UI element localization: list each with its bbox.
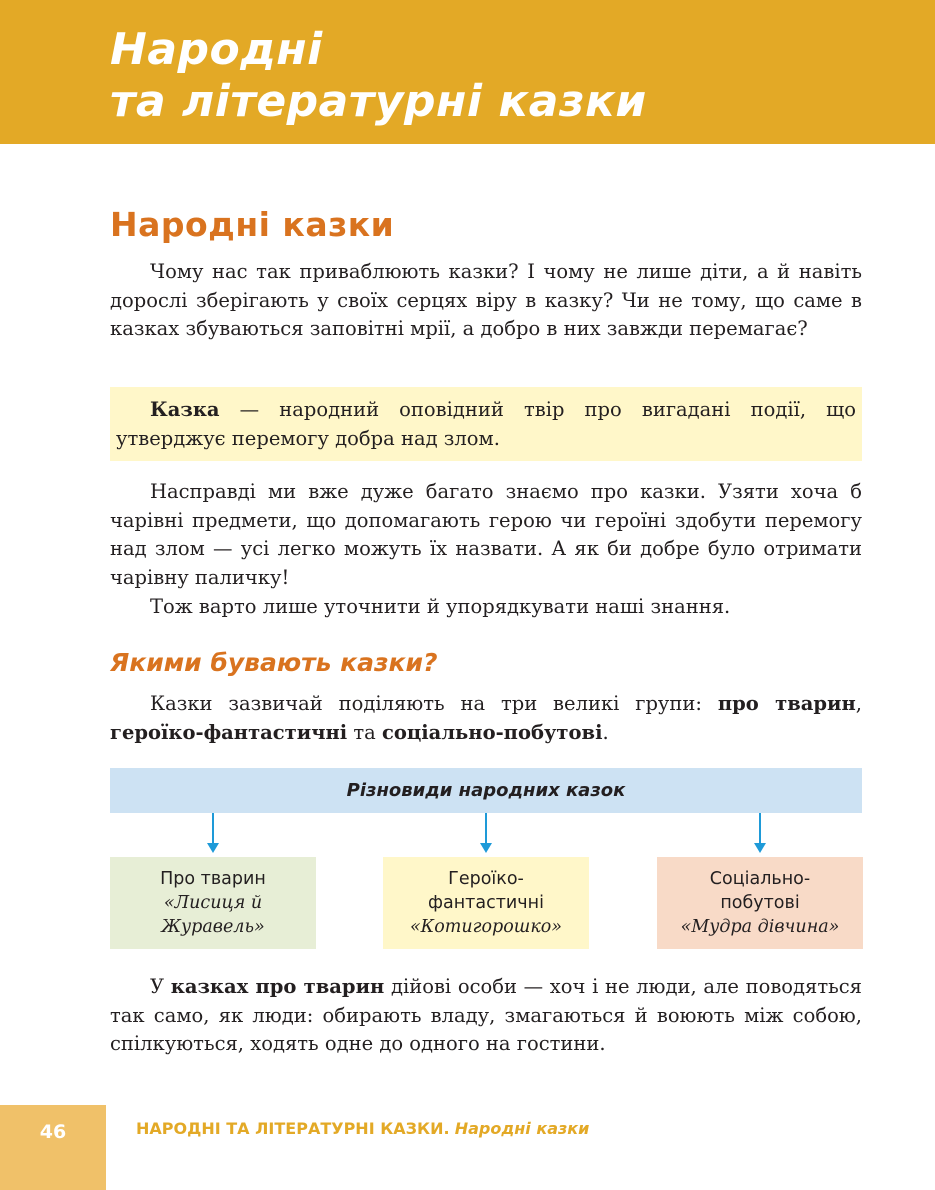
box-kind: Героїко-фантастичні — [428, 869, 544, 913]
intro-paragraph: Чому нас так приваблюють казки? І чому не лише діти, а й навіть дорослі зберігають у своїх серцях віру в казку? Чи не тому, що саме в казках збуваються заповітні мрії, а добро в них завжди перемагає? — [110, 260, 862, 341]
groups-sep2: та — [347, 720, 382, 744]
box-kind: Про тварин — [160, 869, 266, 889]
subsection-title: Якими бувають казки? — [110, 648, 438, 677]
running-footer — [136, 1119, 589, 1138]
group-animals: про тварин — [717, 692, 856, 715]
page-title-line2: та літературні казки — [110, 76, 647, 127]
diagram-box-heroic — [383, 857, 589, 949]
paragraph-2: Насправді ми вже дуже багато знаємо про казки. Узяти хоча б чарівні предмети, що допомагають герою чи героїні здобути перемогу над злом — усі легко можуть їх назвати. А як би добре було отримати чарівну паличку! — [110, 480, 862, 590]
title-banner — [0, 0, 935, 144]
definition-box — [110, 387, 862, 461]
paragraph-3: Тож варто лише уточнити й упорядкувати наші знання. — [150, 595, 731, 618]
definition-term: Казка — [150, 398, 220, 421]
box-example: «Лисиця й Журавель» — [161, 893, 265, 937]
groups-paragraph — [110, 690, 862, 747]
groups-end: . — [602, 720, 609, 744]
group-heroic: героїко-фантастичні — [110, 720, 348, 744]
arrow-down-icon — [485, 813, 487, 847]
definition-body: — народний оповідний твір про вигадані події, що утверджує перемогу добра над злом. — [116, 398, 856, 450]
footer-section: Народні казки — [454, 1119, 590, 1138]
arrow-down-icon — [759, 813, 761, 847]
arrow-down-icon — [212, 813, 214, 847]
groups-intro: Казки зазвичай поділяють на три великі групи: — [150, 692, 718, 715]
box-example: «Мудра дівчина» — [680, 917, 840, 937]
diagram-box-animals — [110, 857, 316, 949]
diagram-box-social — [657, 857, 863, 949]
final-paragraph — [110, 973, 862, 1059]
groups-sep1: , — [855, 692, 862, 715]
footer-chapter: НАРОДНІ ТА ЛІТЕРАТУРНІ КАЗКИ. — [136, 1119, 450, 1138]
diagram-title: Різновиди народних казок — [110, 768, 862, 813]
page-title-line1: Народні — [110, 24, 323, 75]
section-title: Народні казки — [110, 205, 395, 244]
box-kind: Соціально-побутові — [709, 869, 811, 913]
page-title — [110, 24, 647, 128]
box-example: «Котигорошко» — [409, 917, 563, 937]
final-rest: дійові особи — хоч і не люди, але поводяться так само, як люди: обирають владу, змагаються й воюють між собою, спілкуються, ходять одне до одного на гостини. — [110, 975, 862, 1056]
page-number: 46 — [0, 1105, 106, 1190]
definition-text — [110, 387, 862, 453]
group-social: соціально-побутові — [381, 720, 603, 744]
final-bold: казках про тварин — [170, 975, 385, 998]
final-lead: У — [150, 975, 171, 998]
